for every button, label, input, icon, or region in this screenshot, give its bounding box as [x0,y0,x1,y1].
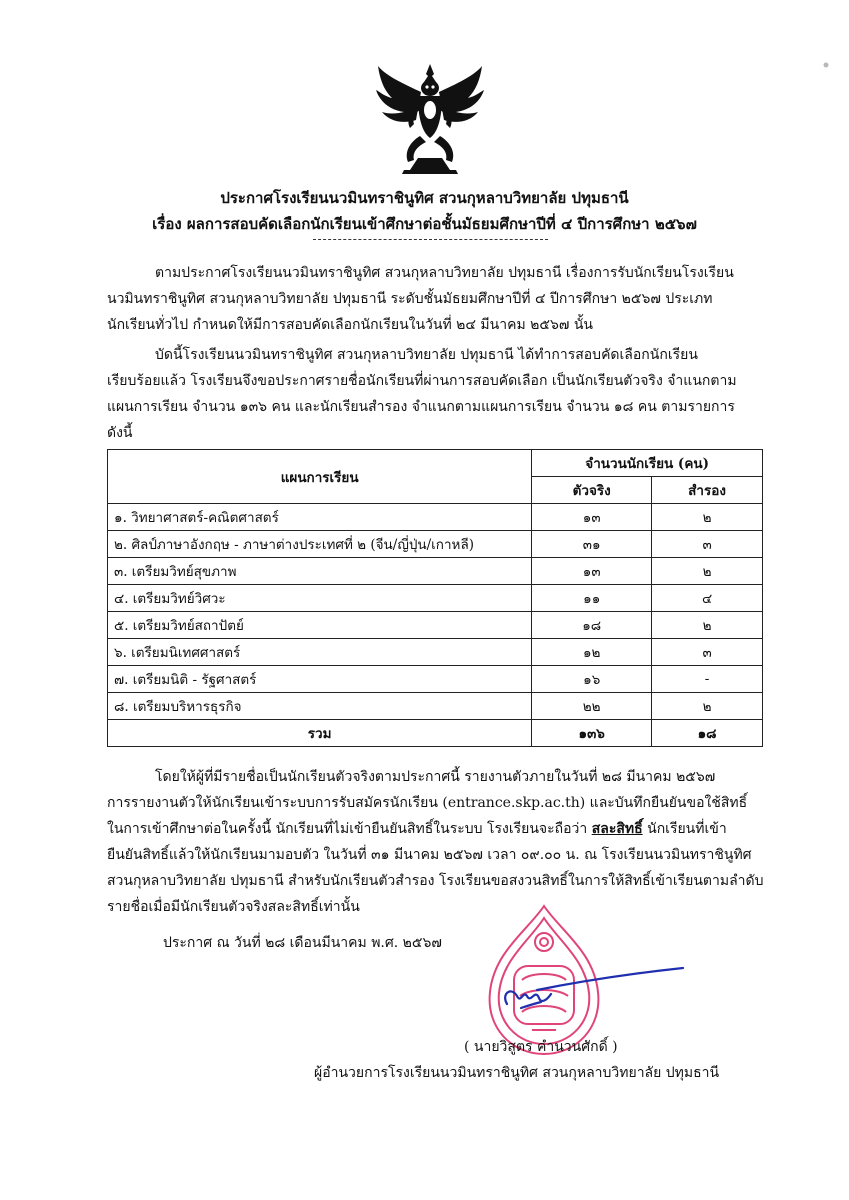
plan-name: ๒. ศิลป์ภาษาอังกฤษ - ภาษาต่างประเทศที่ ๒ (จีน/ญี่ปุ่น/เกาหลี) [108,531,532,558]
total-label: รวม [108,720,532,747]
closing-line-1: โดยให้ผู้ที่มีรายชื่อเป็นนักเรียนตัวจริงตามประกาศนี้ รายงานตัวภายในวันที่ ๒๘ มีนาคม ๒๕๖๗ [155,769,716,785]
table-row [108,585,763,612]
closing-paragraph [107,764,764,920]
reserve-count: ๓ [652,639,763,666]
announcement-subject: เรื่อง ผลการสอบคัดเลือกนักเรียนเข้าศึกษาต่อชั้นมัธยมศึกษาปีที่ ๔ ปีการศึกษา ๒๕๖๗ [152,215,697,233]
header-divider [313,239,548,240]
main-count: ๓๑ [532,531,652,558]
study-plan-table [107,449,763,747]
director-signature-icon [497,960,687,1020]
intro-line-2: นวมินทราชินูทิศ สวนกุหลาบวิทยาลัย ปทุมธานี ระดับชั้นมัธยมศึกษาปีที่ ๔ ปีการศึกษา ๒๕๖๗ ประเภท [107,291,713,307]
signer-name: ( นายวิสูตร คำนวนศักดิ์ ) [464,1039,618,1055]
main-count: ๑๑ [532,585,652,612]
main-count: ๑๖ [532,666,652,693]
scan-speck-icon [822,60,830,70]
header-reserve: สำรอง [652,477,763,504]
plan-name: ๖. เตรียมนิเทศศาสตร์ [108,639,532,666]
closing-line-2: การรายงานตัวให้นักเรียนเข้าระบบการรับสมัครนักเรียน (entrance.skp.ac.th) และบันทึกยืนยันขอใช้สิทธิ์ [107,795,748,811]
body-line-2: เรียบร้อยแล้ว โรงเรียนจึงขอประกาศรายชื่อนักเรียนที่ผ่านการสอบคัดเลือก เป็นนักเรียนตัวจริง จำแนกตาม [107,373,737,389]
reserve-count: ๒ [652,558,763,585]
header-main: ตัวจริง [532,477,652,504]
reserve-count: ๒ [652,693,763,720]
plan-name: ๑. วิทยาศาสตร์-คณิตศาสตร์ [108,504,532,531]
header-study-plan: แผนการเรียน [108,450,532,504]
table-row [108,666,763,693]
plan-name: ๔. เตรียมวิทย์วิศวะ [108,585,532,612]
total-row [108,720,763,747]
plan-name: ๘. เตรียมบริหารธุรกิจ [108,693,532,720]
signer-position: ผู้อำนวยการโรงเรียนนวมินทราชินูทิศ สวนกุหลาบวิทยาลัย ปทุมธานี [314,1065,720,1081]
body-paragraph [107,342,757,446]
reserve-count: ๓ [652,531,763,558]
plan-name: ๓. เตรียมวิทย์สุขภาพ [108,558,532,585]
header-student-count: จำนวนนักเรียน (คน) [532,450,763,477]
garuda-emblem-icon [374,62,486,176]
body-line-3: แผนการเรียน จำนวน ๑๓๖ คน และนักเรียนสำรอง จำแนกตามแผนการเรียน จำนวน ๑๘ คน ตามรายการ [107,399,735,415]
main-count: ๒๒ [532,693,652,720]
body-line-1: บัดนี้โรงเรียนนวมินทราชินูทิศ สวนกุหลาบวิทยาลัย ปทุมธานี ได้ทำการสอบคัดเลือกนักเรียน [155,347,698,363]
intro-line-1: ตามประกาศโรงเรียนนวมินทราชินูทิศ สวนกุหลาบวิทยาลัย ปทุมธานี เรื่องการรับนักเรียนโรงเรียน [155,265,734,281]
reserve-count: ๒ [652,504,763,531]
plan-name: ๕. เตรียมวิทย์สถาปัตย์ [108,612,532,639]
intro-paragraph [107,260,757,338]
table-row [108,639,763,666]
announcement-title: ประกาศโรงเรียนนวมินทราชินูทิศ สวนกุหลาบวิทยาลัย ปทุมธานี [220,189,629,207]
total-reserve-count: ๑๘ [652,720,763,747]
closing-line-3-tail: นักเรียนที่เข้า [642,821,727,837]
closing-line-3-text: ในการเข้าศึกษาต่อในครั้งนี้ นักเรียนที่ไม่เข้ายืนยันสิทธิ์ในระบบ โรงเรียนจะถือว่า [107,821,592,837]
main-count: ๑๘ [532,612,652,639]
body-line-4: ดังนี้ [107,425,133,441]
table-row [108,558,763,585]
announce-date: ประกาศ ณ วันที่ ๒๘ เดือนมีนาคม พ.ศ. ๒๕๖๗ [163,935,442,951]
closing-line-6: รายชื่อเมื่อมีนักเรียนตัวจริงสละสิทธิ์เท่านั้น [107,899,360,915]
main-count: ๑๓ [532,504,652,531]
total-main-count: ๑๓๖ [532,720,652,747]
forfeit-emphasis: สละสิทธิ์ [591,821,643,837]
main-count: ๑๓ [532,558,652,585]
reserve-count: - [652,666,763,693]
table-row [108,531,763,558]
reserve-count: ๔ [652,585,763,612]
table-row [108,504,763,531]
closing-line-3 [107,816,757,842]
closing-line-5: สวนกุหลาบวิทยาลัย ปทุมธานี สำหรับนักเรียนตัวสำรอง โรงเรียนขอสงวนสิทธิ์ในการให้สิทธิ์เข้าเรียนตามลำดับ [107,873,764,889]
closing-line-4: ยืนยันสิทธิ์แล้วให้นักเรียนมามอบตัว ในวันที่ ๓๑ มีนาคม ๒๕๖๗ เวลา ๐๙.๐๐ น. ณ โรงเรียนนวมินทราชินูทิศ [107,847,752,863]
table-row [108,612,763,639]
main-count: ๑๒ [532,639,652,666]
plan-name: ๗. เตรียมนิติ - รัฐศาสตร์ [108,666,532,693]
reserve-count: ๒ [652,612,763,639]
table-row [108,693,763,720]
intro-line-3: นักเรียนทั่วไป กำหนดให้มีการสอบคัดเลือกนักเรียนในวันที่ ๒๔ มีนาคม ๒๕๖๗ นั้น [107,317,593,333]
